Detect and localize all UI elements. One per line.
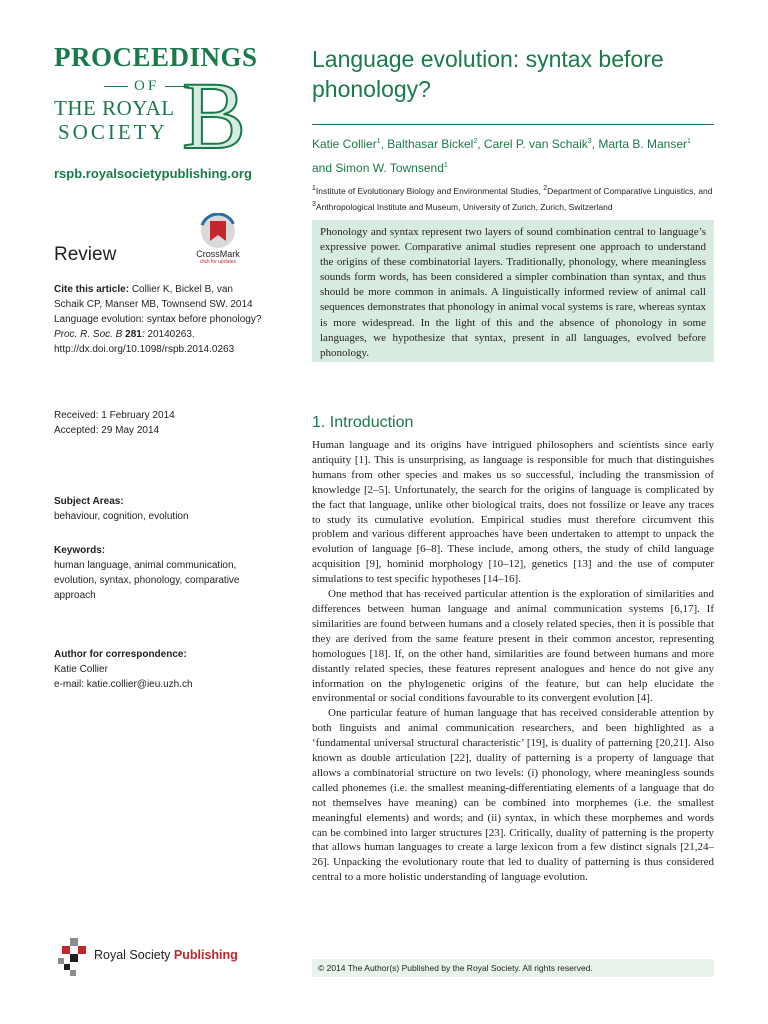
cite-heading: Cite this article: [54, 284, 130, 295]
introduction-body [312, 438, 714, 885]
body-paragraph: One method that has received particular attention is the exploration of similarities and differences between human language and animal communication systems [6,17]. If similarities are found between humans and a closely related species, then it is possible that they are derived from the same feature present in their common ancestor, representing homologues [18]. If, on the other hand, similarities are found between humans and more distantly related species, these features represent analogues and hence do not give any information on the phylogenetic origins of the feature, but can help elucidate the environmental or social conditions favourable to its convergent evolution [4]. [312, 588, 714, 705]
publisher-logo[interactable] [56, 936, 256, 980]
crossmark-badge[interactable] [193, 213, 243, 269]
logo-society: SOCIETY [58, 120, 168, 144]
cite-authors: Collier K, Bickel B, van Schaik CP, Manser MB, Townsend SW. 2014 Language evolution: syntax before phonology? [54, 284, 262, 325]
affiliation-number: 2 [543, 185, 548, 192]
copyright-notice: © 2014 The Author(s) Published by the Royal Society. All rights reserved. [312, 959, 714, 977]
author-affiliation-marker: 2 [473, 138, 478, 145]
author-name[interactable]: Marta B. Manser [598, 137, 688, 151]
publisher-name-regular: Royal Society [94, 948, 174, 962]
body-paragraph: One particular feature of human language that has received considerable attention by both linguists and animal communication researchers, and been highlighted as a ‘fundamental universal structural characteristic’ [19], is duality of patterning [20,21]. Also known as double articulation [22], duality of patterning is a property of language that allows a combinatorial structure on two levels: (i) phonology, where meaningless sounds called phonemes (i.e. the smallest meaning-differentiating elements of a language that do not themselves have meaning) can be combined into morphemes (i.e. the smallest meaningful elements) and words; and (ii) syntax, in which these morphemes and words can be combined into larger structures [23]. Critically, duality of patterning is the property that allows human languages to create a large lexicon from a few distinct signals [21,24–26]. Unpacking the evolutionary route that led to duality of patterning is thus considered central to a more holistic understanding of language evolution. [312, 707, 714, 884]
cite-article-number: : 20140263. [141, 329, 195, 340]
affiliations [312, 182, 722, 214]
logo-proceedings: PROCEEDINGS [54, 42, 258, 72]
subject-areas-heading: Subject Areas: [54, 496, 124, 507]
correspondence-email-link[interactable]: e-mail: katie.collier@ieu.uzh.ch [54, 679, 193, 690]
author-affiliation-marker: 1 [376, 138, 381, 145]
crossmark-icon [199, 213, 237, 249]
correspondence-block [54, 647, 264, 692]
author-name[interactable]: Katie Collier [312, 137, 377, 151]
cite-doi-link[interactable]: http://dx.doi.org/10.1098/rspb.2014.0263 [54, 344, 235, 355]
journal-website-link[interactable]: rspb.royalsocietypublishing.org [54, 166, 252, 181]
logo-letter: B [182, 62, 247, 169]
logo-of: OF [98, 78, 195, 95]
author-name[interactable]: Simon W. Townsend [335, 161, 444, 175]
received-date: Received: 1 February 2014 [54, 410, 175, 421]
journal-logo[interactable] [54, 42, 258, 169]
affiliation-number: 1 [312, 185, 316, 192]
correspondence-name: Katie Collier [54, 664, 108, 675]
citation-block [54, 282, 264, 357]
cite-volume: 281 [125, 329, 142, 340]
body-paragraph: Human language and its origins have intrigued philosophers and scientists since early antiquity [1]. This is unsurprising, as language is responsible for much that distinguishes humans from other species and makes us so successful, including the transmission of knowledge [2–5]. Unfortunately, the search for the origins of language is complicated by the fact that language, unlike other biological traits, does not fossilize or leave any traces to study its cumulative evolution. Empirical studies must therefore circumvent this problem and various different approaches have been undertaken to attempt to unpack the evolution of language [6–8]. These include, among others, the study of child language acquisition [9], hominid morphology [10–12], genetics [13] and the use of computer simulations to test specific hypotheses [14–16]. [312, 439, 714, 586]
authors-joiner: and [312, 161, 333, 175]
author-name[interactable]: Carel P. van Schaik [483, 137, 588, 151]
author-list: Katie Collier$^1$, Balthasar Bickel$^2$, Carel P. van Schaik$^3$, Marta B. Manser$^1$ and Simon W. Townsend$^1$ [312, 137, 691, 175]
keywords-heading: Keywords: [54, 545, 106, 556]
cite-journal: Proc. R. Soc. B [54, 329, 123, 340]
abstract-text: Phonology and syntax represent two layers of sound combination central to language’s expressive power. Comparative animal studies represent one approach to understand the origins of these combinatorial layers. Traditionally, phonology, where meaningless sounds form words, has been considered a simpler combination than syntax, and thus should be more common in animals. A linguistically informed review of animal call sequences demonstrates that phonology in animal vocal systems is rare, whereas syntax is more widespread. In the light of this and the absence of phonology in some languages, we hypothesize that syntax, present in all languages, evolved before phonology. [320, 226, 706, 359]
affiliation-text: Anthropological Institute and Museum, University of Zurich, Zurich, Switzerland [315, 201, 613, 212]
keywords-block [54, 543, 264, 603]
subject-areas-text: behaviour, cognition, evolution [54, 511, 189, 522]
abstract-box [312, 220, 714, 362]
subject-areas-block [54, 494, 264, 524]
article-title: Language evolution: syntax before phonology? [312, 46, 664, 102]
article-type-label: Review [54, 244, 117, 265]
author-affiliation-marker: 1 [443, 162, 448, 169]
affiliation-number: 3 [312, 200, 316, 208]
affiliation-text: Institute of Evolutionary Biology and Environmental Studies, [315, 185, 544, 196]
accepted-date: Accepted: 29 May 2014 [54, 425, 160, 436]
logo-the-royal: THE ROYAL [54, 96, 175, 120]
crossmark-label: CrossMark [196, 249, 240, 259]
author-affiliation-marker: 1 [687, 138, 691, 145]
correspondence-heading: Author for correspondence: [54, 649, 187, 660]
author-affiliation-marker: 3 [587, 138, 592, 145]
title-divider [312, 124, 714, 125]
publisher-name [94, 948, 238, 962]
publisher-mark-icon [56, 936, 92, 980]
dates-block [54, 408, 264, 438]
section-heading-introduction: 1. Introduction [312, 414, 414, 431]
crossmark-sublabel: click for updates [199, 259, 237, 265]
publisher-name-bold: Publishing [173, 948, 238, 962]
affiliation-text: Department of Comparative Linguistics, and [547, 185, 713, 196]
keywords-text: human language, animal communication, evolution, syntax, phonology, comparative approach [54, 560, 240, 601]
author-name[interactable]: Balthasar Bickel [387, 137, 474, 151]
